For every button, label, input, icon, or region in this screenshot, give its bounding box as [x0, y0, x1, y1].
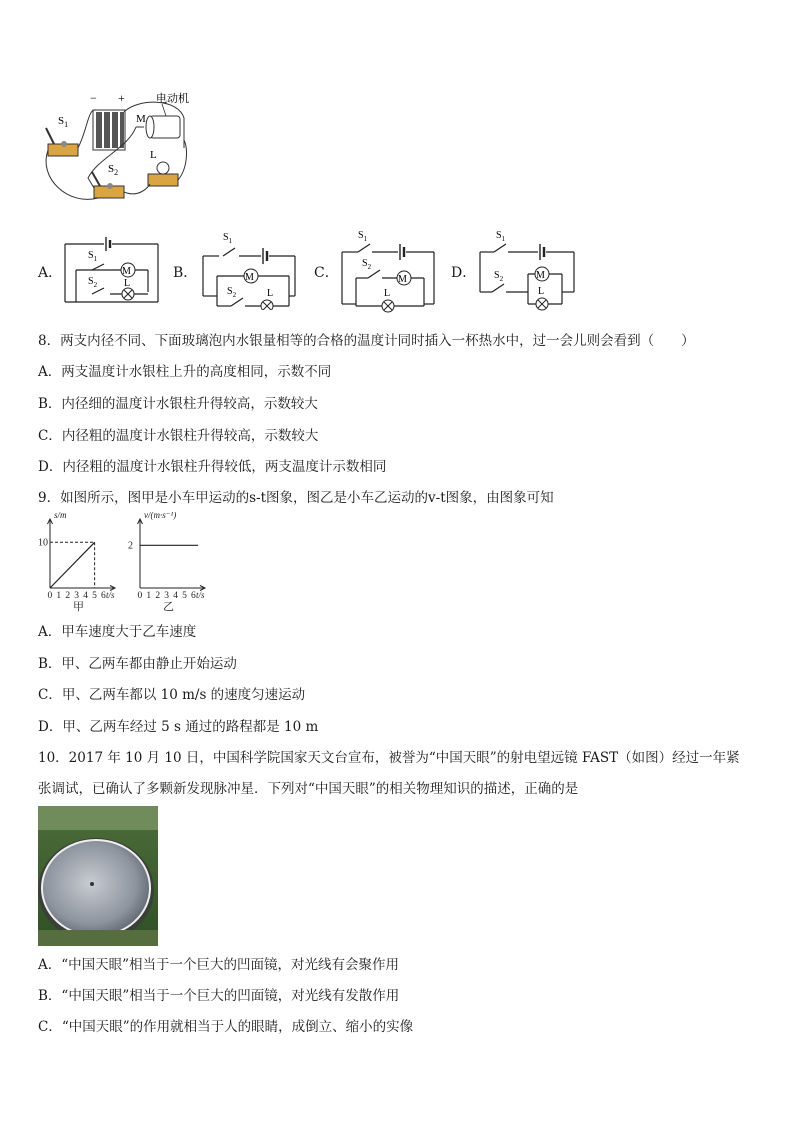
- jia-xtick-1: 1: [56, 591, 62, 601]
- svg-text:S1: $S_1$: [223, 232, 233, 245]
- svg-text:S2: $S_2$: [88, 276, 98, 289]
- circuit-photo-figure: [38, 88, 198, 210]
- switch-s2-label: $S_2$: [108, 163, 119, 177]
- svg-text:L: L: [384, 288, 391, 299]
- svg-text:S2: $S_2$: [227, 286, 237, 299]
- lamp-L-label: L: [150, 149, 157, 161]
- q7-option-B-label[interactable]: B．: [173, 265, 198, 281]
- circuit-option-A[interactable]: [62, 232, 162, 310]
- fast-telescope-photo: [38, 806, 158, 946]
- jia-ytick-10: 10: [38, 537, 48, 549]
- lamp-holder-icon: [148, 162, 178, 186]
- jia-xtick-6: 6: [101, 591, 106, 601]
- jia-ylabel: s/m: [54, 512, 67, 520]
- switch-s2-icon: [92, 172, 124, 198]
- jia-xtick-2: 2: [65, 591, 71, 601]
- q10-option-A[interactable]: A．“中国天眼”相当于一个巨大的凹面镜，对光线有会聚作用: [38, 957, 400, 973]
- battery-minus-label: −: [90, 91, 97, 105]
- svg-text:M: M: [536, 270, 545, 281]
- yi-xtick-5: 5: [182, 591, 187, 601]
- q7-option-C-label[interactable]: C．: [314, 265, 339, 281]
- jia-xtick-0: 0: [47, 591, 53, 601]
- svg-text:S2: $S_2$: [494, 270, 504, 283]
- q8-option-C[interactable]: C．内径粗的温度计水银柱升得较高，示数较大: [38, 428, 319, 444]
- q8-stem: 8．两支内径不同、下面玻璃泡内水银量相等的合格的温度计同时插入一杯热水中，过一会儿则会看到（ ）: [38, 333, 695, 349]
- circuit-option-B[interactable]: [197, 228, 303, 310]
- jia-xtick-3: 3: [74, 591, 80, 601]
- yi-xtick-0: 0: [137, 591, 143, 601]
- q9-stem: 9．如图所示，图甲是小车甲运动的s-t图象，图乙是小车乙运动的v-t图象，由图象可知: [38, 490, 554, 506]
- q10-option-C[interactable]: C．“中国天眼”的作用就相当于人的眼睛，成倒立、缩小的实像: [38, 1019, 414, 1035]
- chart-jia-st-graph: [38, 512, 122, 616]
- yi-xlabel: t/s: [196, 590, 205, 600]
- svg-text:S1: $S_1$: [358, 230, 368, 243]
- q10-stem-line1: 10．2017 年 10 月 10 日，中国科学院国家天文台宣布，被誉为“中国天眼”的射电望远镜 FAST（如图）经过一年紧: [38, 750, 740, 766]
- jia-xtick-4: 4: [83, 591, 88, 601]
- motor-caption: 电动机: [156, 93, 189, 105]
- svg-text:S1: $S_1$: [88, 250, 98, 263]
- svg-text:S2: $S_2$: [362, 258, 372, 271]
- q9-option-A[interactable]: A．甲车速度大于乙车速度: [38, 624, 197, 640]
- q7-option-A-label[interactable]: A．: [38, 265, 63, 281]
- jia-xtick-5: 5: [92, 591, 97, 601]
- circuit-option-C[interactable]: [338, 228, 438, 314]
- q10-option-B[interactable]: B．“中国天眼”相当于一个巨大的凹面镜，对光线有发散作用: [38, 988, 400, 1004]
- svg-text:M: M: [245, 272, 254, 283]
- yi-title: 乙: [163, 601, 174, 613]
- yi-xtick-4: 4: [173, 591, 178, 601]
- svg-text:M: M: [122, 266, 131, 277]
- svg-text:L: L: [124, 278, 131, 289]
- chart-yi-vt-graph: [128, 512, 212, 616]
- svg-text:S1: $S_1$: [496, 230, 506, 243]
- q9-option-D[interactable]: D．甲、乙两车经过 5 s 通过的路程都是 10 m: [38, 719, 319, 735]
- yi-xtick-6: 6: [191, 591, 196, 601]
- jia-series-line: [50, 542, 95, 588]
- battery-pack-icon: [93, 110, 125, 150]
- yi-ylabel: v/(m·s⁻¹): [144, 512, 177, 520]
- q8-option-B[interactable]: B．内径细的温度计水银柱升得较高，示数较大: [38, 396, 318, 412]
- q8-option-A[interactable]: A．两支温度计水银柱上升的高度相同，示数不同: [38, 364, 332, 380]
- yi-xtick-3: 3: [164, 591, 170, 601]
- yi-xtick-1: 1: [146, 591, 152, 601]
- yi-ytick-2: 2: [128, 540, 133, 552]
- switch-s1-label: $S_1$: [58, 115, 69, 129]
- q7-option-D-label[interactable]: D．: [451, 265, 477, 281]
- q9-option-C[interactable]: C．甲、乙两车都以 10 m/s 的速度匀速运动: [38, 687, 306, 703]
- circuit-option-D[interactable]: [476, 228, 580, 312]
- q10-stem-line2: 张调试，已确认了多颗新发现脉冲星．下列对“中国天眼”的相关物理知识的描述，正确的是: [38, 781, 579, 797]
- battery-plus-label: +: [118, 91, 125, 105]
- svg-text:M: M: [398, 274, 407, 285]
- q9-option-B[interactable]: B．甲、乙两车都由静止开始运动: [38, 656, 237, 672]
- svg-text:L: L: [267, 288, 274, 299]
- svg-text:L: L: [538, 286, 545, 297]
- q8-option-D[interactable]: D．内径粗的温度计水银柱升得较低，两支温度计示数相同: [38, 459, 387, 475]
- switch-s1-icon: [46, 128, 78, 156]
- yi-xtick-2: 2: [155, 591, 161, 601]
- motor-M-label: M: [136, 113, 146, 125]
- jia-title: 甲: [73, 601, 84, 613]
- jia-xlabel: t/s: [106, 590, 115, 600]
